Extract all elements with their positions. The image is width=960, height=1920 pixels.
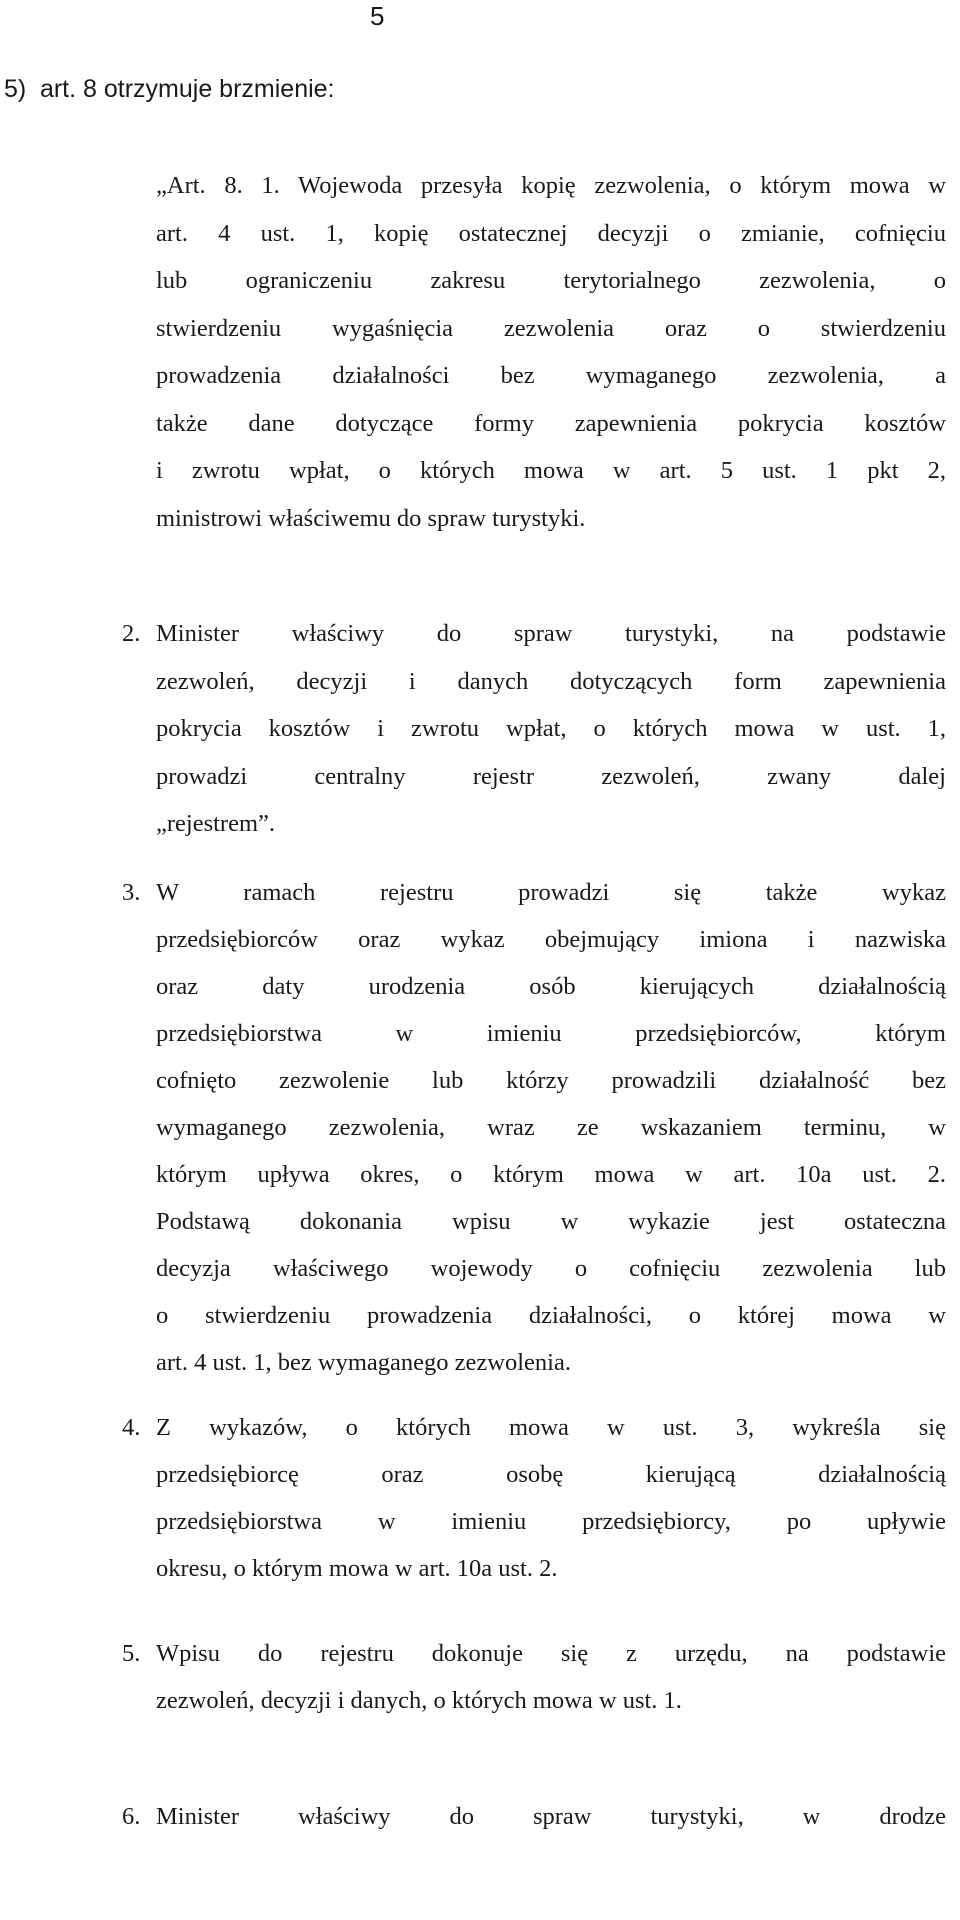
- paragraph-line: prowadzenia działalności bez wymaganego zezwolenia, a: [156, 362, 946, 389]
- paragraph-number: 3.: [122, 879, 141, 906]
- paragraph-line: W ramach rejestru prowadzi się także wykaz: [156, 879, 946, 906]
- paragraph-line: art. 4 ust. 1, kopię ostatecznej decyzji o zmianie, cofnięciu: [156, 220, 946, 247]
- paragraph-line: Minister właściwy do spraw turystyki, w drodze: [156, 1803, 946, 1830]
- paragraph-line: Z wykazów, o których mowa w ust. 3, wykreśla się: [156, 1414, 946, 1441]
- paragraph-line: stwierdzeniu wygaśnięcia zezwolenia oraz o stwierdzeniu: [156, 315, 946, 342]
- paragraph-line: pokrycia kosztów i zwrotu wpłat, o których mowa w ust. 1,: [156, 715, 946, 742]
- paragraph-line: ministrowi właściwemu do spraw turystyki.: [156, 505, 586, 532]
- paragraph-line: zezwoleń, decyzji i danych dotyczących form zapewnienia: [156, 668, 946, 695]
- paragraph-line: cofnięto zezwolenie lub którzy prowadzili działalność bez: [156, 1067, 946, 1094]
- intro-text: art. 8 otrzymuje brzmienie:: [39, 75, 335, 103]
- paragraph-line: przedsiębiorstwa w imieniu przedsiębiorcy, po upływie: [156, 1508, 946, 1535]
- intro-number: 5): [4, 75, 27, 103]
- paragraph-line: przedsiębiorców oraz wykaz obejmujący imiona i nazwiska: [156, 926, 946, 953]
- paragraph-line: o stwierdzeniu prowadzenia działalności, o której mowa w: [156, 1302, 946, 1329]
- paragraph-line: Podstawą dokonania wpisu w wykazie jest ostateczna: [156, 1208, 946, 1235]
- paragraph-number: 4.: [122, 1414, 141, 1441]
- paragraph-line: prowadzi centralny rejestr zezwoleń, zwany dalej: [156, 763, 946, 790]
- paragraph-number: 5.: [122, 1640, 141, 1667]
- paragraph-line: Wpisu do rejestru dokonuje się z urzędu, na podstawie: [156, 1640, 946, 1667]
- paragraph-line: decyzja właściwego wojewody o cofnięciu zezwolenia lub: [156, 1255, 946, 1282]
- paragraph-line: okresu, o którym mowa w art. 10a ust. 2.: [156, 1555, 558, 1582]
- page-number: 5: [370, 1, 385, 31]
- paragraph-number: 2.: [122, 620, 141, 647]
- paragraph-line: „Art. 8. 1. Wojewoda przesyła kopię zezwolenia, o którym mowa w: [156, 172, 946, 199]
- paragraph-line: „rejestrem”.: [156, 810, 276, 837]
- paragraph-line: oraz daty urodzenia osób kierujących działalnością: [156, 973, 946, 1000]
- paragraph-line: przedsiębiorstwa w imieniu przedsiębiorców, którym: [156, 1020, 946, 1047]
- paragraph-number: 6.: [122, 1803, 141, 1830]
- paragraph-line: i zwrotu wpłat, o których mowa w art. 5 ust. 1 pkt 2,: [156, 457, 946, 484]
- paragraph-line: lub ograniczeniu zakresu terytorialnego zezwolenia, o: [156, 267, 946, 294]
- paragraph-line: Minister właściwy do spraw turystyki, na podstawie: [156, 620, 946, 647]
- paragraph-line: art. 4 ust. 1, bez wymaganego zezwolenia.: [156, 1349, 571, 1376]
- paragraph-line: przedsiębiorcę oraz osobę kierującą działalnością: [156, 1461, 946, 1488]
- paragraph-line: także dane dotyczące formy zapewnienia pokrycia kosztów: [156, 410, 946, 437]
- paragraph-line: zezwoleń, decyzji i danych, o których mowa w ust. 1.: [156, 1687, 682, 1714]
- amendment-intro: [4, 73, 335, 105]
- paragraph-line: wymaganego zezwolenia, wraz ze wskazaniem terminu, w: [156, 1114, 946, 1141]
- paragraph-line: którym upływa okres, o którym mowa w art. 10a ust. 2.: [156, 1161, 946, 1188]
